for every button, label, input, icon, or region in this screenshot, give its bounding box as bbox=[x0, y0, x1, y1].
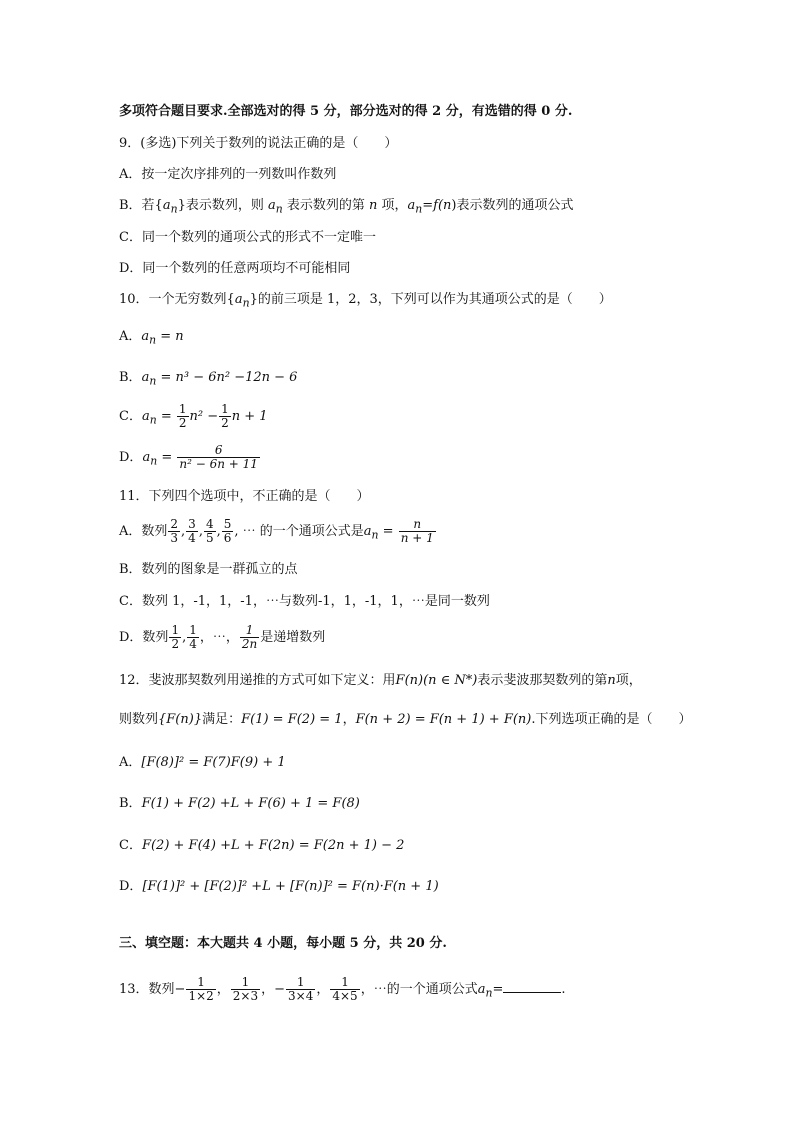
section-3-heading: 三、填空题：本大题共 4 小题，每小题 5 分，共 20 分. bbox=[119, 936, 447, 951]
q11-option-a: A．数列 $\frac{2}{3}$ , $\frac{3}{4}$ , $\frac{4}{5}$ , $\frac{5}{6}$ , ⋯ 的一个通项公式是$a_n$ = $\frac{n}{n + 1}$ bbox=[119, 517, 434, 545]
q10-b-an: $a_n$ bbox=[141, 370, 157, 388]
q10-a-an: $a_n$ bbox=[141, 329, 157, 347]
q9-b-n: n bbox=[369, 198, 378, 213]
q9-b-suffix: )表示数列的通项公式 bbox=[451, 198, 574, 213]
q12-l2-math1: F(1) = F(2) = 1 bbox=[241, 712, 343, 727]
q11-a-label: A．数列 bbox=[119, 524, 168, 539]
q9-b-an-1: $a_n$ bbox=[162, 198, 178, 216]
q12-a-label: A． bbox=[119, 755, 142, 770]
q12-stem-line2 bbox=[119, 711, 692, 729]
q9-stem: 9．(多选)下列关于数列的说法正确的是（ ） bbox=[119, 136, 398, 151]
q12-c-label: C． bbox=[119, 838, 142, 853]
q12-l2-set: {F(n)} bbox=[158, 712, 203, 727]
q11-stem: 11．下列四个选项中，不正确的是（ ） bbox=[119, 489, 370, 504]
q9-option-a: A．按一定次序排列的一列数叫作数列 bbox=[119, 167, 337, 182]
q13-eq: = bbox=[492, 982, 504, 997]
q9-option-d: D．同一个数列的任意两项均不可能相同 bbox=[119, 261, 351, 276]
q13-stem bbox=[119, 976, 566, 1003]
q10-d-frac: $\frac{6}{\text{n² − 6n + 11}}$ bbox=[179, 443, 258, 471]
q10-b-expr: = n³ − 6n² −12n − 6 bbox=[160, 370, 298, 385]
q11-a-frac-4: $\frac{5}{6}$ bbox=[223, 517, 232, 545]
q13-prefix: 13．数列− bbox=[119, 982, 186, 997]
q9-b-formula: $a_n=f(n$ bbox=[407, 198, 452, 216]
q10-d-label: D． bbox=[119, 450, 143, 465]
q13-an: $a_n$ bbox=[477, 982, 493, 1000]
q10-option-b bbox=[119, 369, 297, 391]
q13-frac-4: $\frac{1}{4\times 5}$ bbox=[332, 975, 358, 1003]
q9-b-mid3: 项， bbox=[377, 198, 408, 213]
q10-an: $a_n$ bbox=[234, 292, 250, 310]
q13-sep-1: ， bbox=[216, 982, 230, 997]
q9-b-prefix: B．若{ bbox=[119, 198, 163, 213]
q11-option-b: B．数列的图象是一群孤立的点 bbox=[119, 562, 298, 577]
q12-l1-math: F(n)(n ∈ N*) bbox=[395, 673, 478, 688]
q10-a-expr: = n bbox=[160, 329, 184, 344]
q11-d-frac-1: $\frac{1}{2}$ bbox=[171, 623, 180, 651]
q12-c-expr: F(2) + F(4) +L + F(2n) = F(2n + 1) − 2 bbox=[141, 838, 405, 853]
q12-l1-prefix: 12．斐波那契数列用递推的方式可如下定义：用 bbox=[119, 673, 396, 688]
q12-option-b bbox=[119, 795, 360, 813]
q13-mid: ，⋯的一个通项公式 bbox=[360, 982, 478, 997]
q11-a-frac-1: $\frac{2}{3}$ bbox=[170, 517, 179, 545]
q12-l1-n: n bbox=[607, 673, 616, 688]
q9-b-mid2: 表示数列的第 bbox=[282, 198, 369, 213]
q12-l1-end: 项， bbox=[615, 673, 642, 688]
q12-l2-math2: F(n + 2) = F(n + 1) + F(n) bbox=[355, 712, 532, 727]
q13-answer-blank[interactable] bbox=[503, 978, 561, 993]
q12-l2-suffix: .下列选项正确的是（ ） bbox=[531, 712, 692, 727]
q10-c-frac-2: $\frac{1}{2}$ bbox=[221, 402, 229, 430]
q9-option-b bbox=[119, 197, 574, 219]
q10-option-c: C．$a_n$ = $\frac{1}{2}$ n² − $\frac{1}{2}$ n + 1 bbox=[119, 402, 268, 430]
q11-a-frac-general: $\frac{n}{n + 1}$ bbox=[400, 517, 434, 545]
multi-choice-instructions: 多项符合题目要求.全部选对的得 5 分，部分选对的得 2 分，有选错的得 0 分. bbox=[119, 104, 573, 119]
q9-b-mid1: }表示数列，则 bbox=[177, 198, 268, 213]
q9-option-c: C．同一个数列的通项公式的形式不一定唯一 bbox=[119, 230, 376, 245]
q12-l2-comma: ， bbox=[342, 712, 356, 727]
q10-c-tail: n + 1 bbox=[231, 409, 268, 424]
q10-option-a bbox=[119, 328, 184, 350]
q12-option-c bbox=[119, 837, 404, 855]
q10-c-mid: n² − bbox=[189, 409, 219, 424]
q9-b-an-2: $a_n$ bbox=[267, 198, 283, 216]
q10-stem bbox=[119, 291, 612, 313]
q12-a-expr: [F(8)]² = F(7)F(9) + 1 bbox=[141, 755, 286, 770]
q12-l2-prefix: 则数列 bbox=[119, 712, 159, 727]
q10-c-frac-1: $\frac{1}{2}$ bbox=[178, 402, 187, 430]
q11-option-c: C．数列 1，-1，1，-1，⋯与数列-1，1，-1，1，⋯是同一数列 bbox=[119, 594, 490, 609]
q11-d-frac-3: $\frac{1}{2n}$ bbox=[241, 623, 258, 651]
q12-d-expr: [F(1)]² + [F(2)]² +L + [F(n)]² = F(n)·F(n + 1) bbox=[142, 879, 439, 894]
q12-b-expr: F(1) + F(2) +L + F(6) + 1 = F(8) bbox=[141, 796, 360, 811]
q13-end: . bbox=[561, 982, 566, 997]
q11-a-frac-3: $\frac{4}{5}$ bbox=[205, 517, 214, 545]
q13-frac-3: $\frac{1}{3\times 4}$ bbox=[288, 975, 314, 1003]
q12-l2-mid: 满足： bbox=[202, 712, 242, 727]
q12-l1-mid: 表示斐波那契数列的第 bbox=[477, 673, 608, 688]
q13-sep-2: ，− bbox=[261, 982, 286, 997]
q10-c-label: C． bbox=[119, 409, 142, 424]
q10-option-d: D．$a_n$ = $\frac{6}{\text{n² − 6n + 11}}$ bbox=[119, 443, 258, 471]
q11-d-mid: ，⋯， bbox=[199, 630, 239, 645]
q12-option-a bbox=[119, 754, 286, 772]
q10-stem-prefix: 10．一个无穷数列{ bbox=[119, 292, 235, 307]
q12-option-d bbox=[119, 878, 439, 896]
q11-a-frac-2: $\frac{3}{4}$ bbox=[188, 517, 196, 545]
q11-d-frac-2: $\frac{1}{4}$ bbox=[189, 623, 197, 651]
q10-c-an: $a_n$ bbox=[141, 409, 157, 427]
q12-b-label: B． bbox=[119, 796, 142, 811]
q13-frac-2: $\frac{1}{2\times 3}$ bbox=[232, 975, 259, 1003]
q11-a-mid: , ⋯ 的一个通项公式是 bbox=[234, 524, 364, 539]
q11-d-label: D．数列 bbox=[119, 630, 169, 645]
q11-a-an: $a_n$ bbox=[363, 524, 379, 542]
q11-d-tail: 是递增数列 bbox=[260, 630, 326, 645]
q13-sep-3: ， bbox=[316, 982, 330, 997]
q10-d-an: $a_n$ bbox=[142, 450, 158, 468]
q10-stem-suffix: }的前三项是 1，2，3，下列可以作为其通项公式的是（ ） bbox=[249, 292, 612, 307]
q12-d-label: D． bbox=[119, 879, 143, 894]
q13-frac-1: $\frac{1}{1\times 2}$ bbox=[188, 975, 214, 1003]
q10-a-label: A． bbox=[119, 329, 142, 344]
q10-b-label: B． bbox=[119, 370, 142, 385]
q11-option-d: D．数列 $\frac{1}{2}$ , $\frac{1}{4}$ ，⋯， $\frac{1}{2n}$ 是递增数列 bbox=[119, 623, 326, 651]
q12-stem-line1 bbox=[119, 672, 642, 690]
